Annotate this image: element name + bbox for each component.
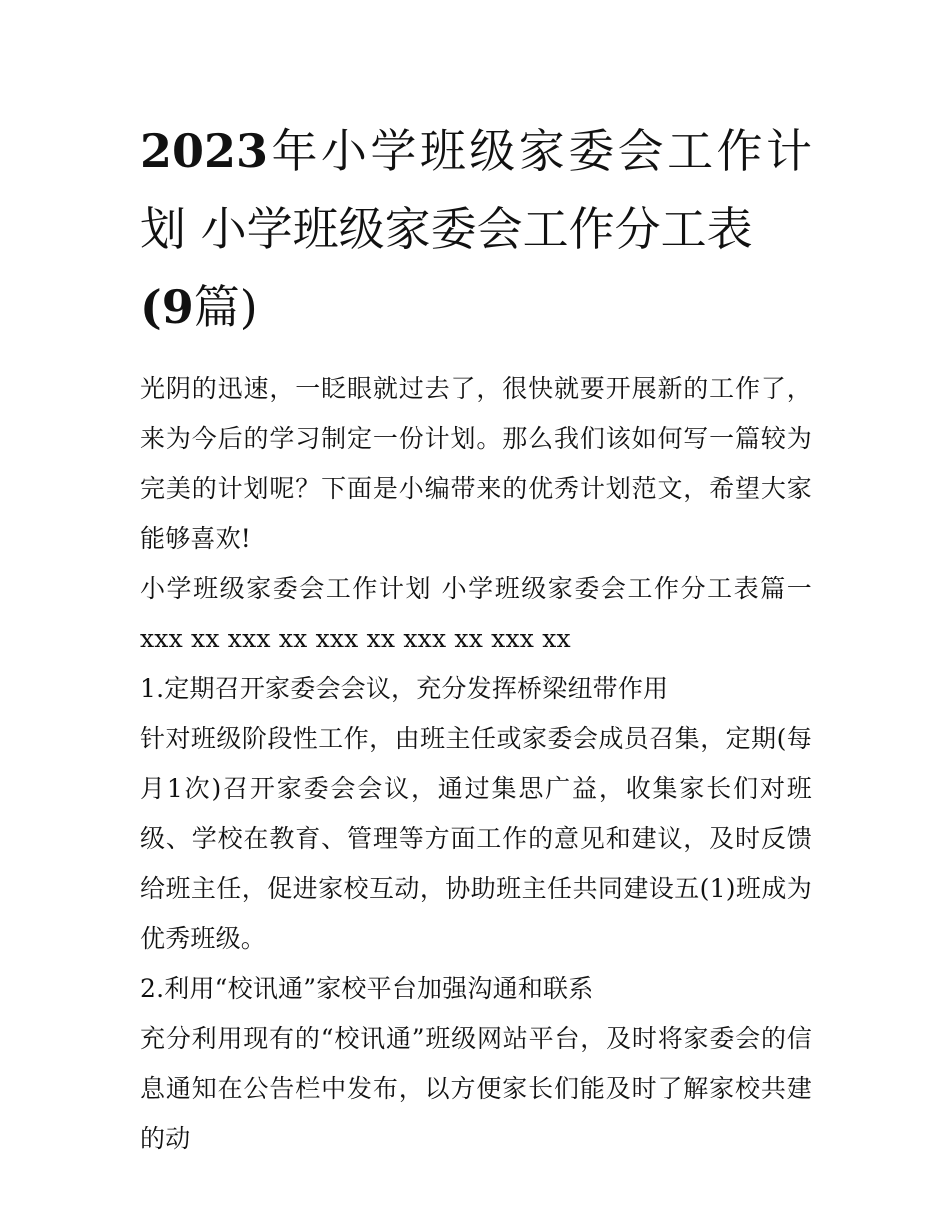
document-title (140, 112, 812, 346)
intro-paragraph: 光阴的迅速，一眨眼就过去了，很快就要开展新的工作了，来为今后的学习制定一份计划。那么我们该如何写一篇较为完美的计划呢？下面是小编带来的优秀计划范文，希望大家能够喜欢! (140, 374, 812, 553)
title-year: 2023 (140, 124, 269, 178)
section-heading: 小学班级家委会工作计划 小学班级家委会工作分工表篇一 xxx xx xxx xx xxx xx xxx xx xxx xx (140, 574, 812, 653)
title-text: 年小学班级家委会工作计划 小学班级家委会工作分工表 (140, 124, 812, 256)
title-suffix-num: 9 (161, 280, 194, 334)
title-suffix-open: ( (140, 280, 162, 334)
item-body-2: 充分利用现有的“校讯通”班级网站平台，及时将家委会的信息通知在公告栏中发布，以方便家长们能及时了解家校共建的动 (140, 1024, 812, 1153)
document-page (140, 112, 812, 1164)
item-body-1: 针对班级阶段性工作，由班主任或家委会成员召集，定期(每月1次)召开家委会会议，通过集思广益，收集家长们对班级、学校在教育、管理等方面工作的意见和建议，及时反馈给班主任，促进家校互动，协助班主任共同建设五(1)班成为优秀班级。 (140, 724, 812, 953)
item-heading-2: 2.利用“校讯通”家校平台加强沟通和联系 (140, 974, 594, 1003)
title-suffix-close: 篇) (193, 280, 258, 334)
item-heading-1: 1.定期召开家委会会议，充分发挥桥梁纽带作用 (140, 674, 669, 703)
